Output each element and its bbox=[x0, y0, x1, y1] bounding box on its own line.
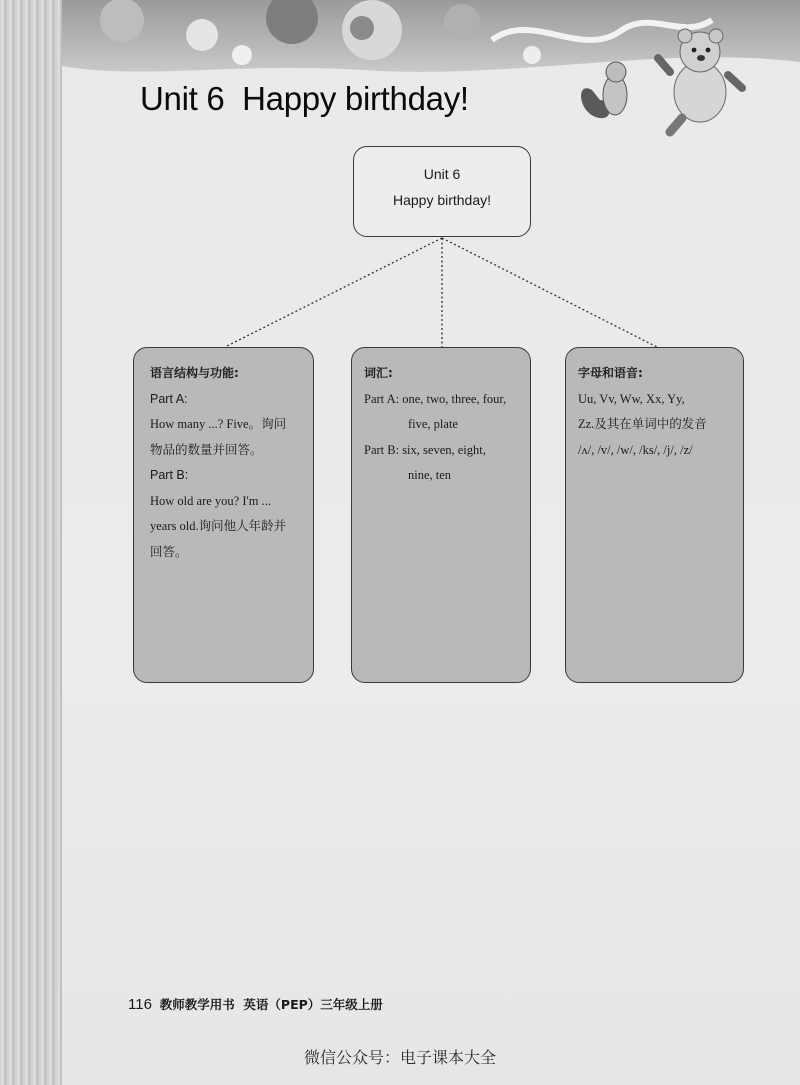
branch-line: five, plate bbox=[408, 417, 458, 431]
branch-heading: 语言结构与功能: bbox=[150, 366, 239, 380]
branch-heading: 词汇: bbox=[364, 366, 393, 380]
branch-line: 回答。 bbox=[150, 544, 188, 559]
branch-line: Uu, Vv, Ww, Xx, Yy, bbox=[578, 391, 685, 406]
branch-line: 物品的数量并回答。 bbox=[150, 442, 263, 457]
branch-heading: 字母和语音: bbox=[578, 366, 643, 380]
branch-line: How old are you? I'm ... bbox=[150, 493, 271, 508]
branch-line: Part A: one, two, three, four, bbox=[364, 391, 507, 406]
branch-letters-phonics bbox=[565, 347, 744, 683]
page-number: 116 bbox=[128, 996, 152, 1013]
root-line-2: Happy birthday! bbox=[392, 192, 492, 208]
root-line-1: Unit 6 bbox=[423, 166, 461, 182]
branch-line: Zz.及其在单词中的发音 bbox=[578, 417, 707, 431]
branch-line: years old.询问他人年龄并 bbox=[150, 519, 287, 533]
watermark-text: 微信公众号：电子课本大全 bbox=[303, 1048, 496, 1067]
branch-line: Part B: six, seven, eight, bbox=[364, 442, 486, 457]
branch-vocabulary bbox=[351, 347, 531, 683]
branch-line: nine, ten bbox=[408, 468, 452, 482]
branch-line: Part B: bbox=[150, 468, 189, 482]
unit-title: Unit 6 Happy birthday! bbox=[140, 80, 469, 117]
branch-language-structure bbox=[133, 347, 314, 683]
branch-line: Part A: bbox=[150, 391, 188, 406]
page-footer bbox=[128, 995, 383, 1013]
book-title: 教师教学用书 英语（PEP）三年级上册 bbox=[159, 997, 383, 1012]
branch-line: /ʌ/, /v/, /w/, /ks/, /j/, /z/ bbox=[578, 442, 693, 457]
branch-line: How many ...? Five。询问 bbox=[150, 417, 287, 431]
diagram-root-node bbox=[353, 146, 531, 237]
